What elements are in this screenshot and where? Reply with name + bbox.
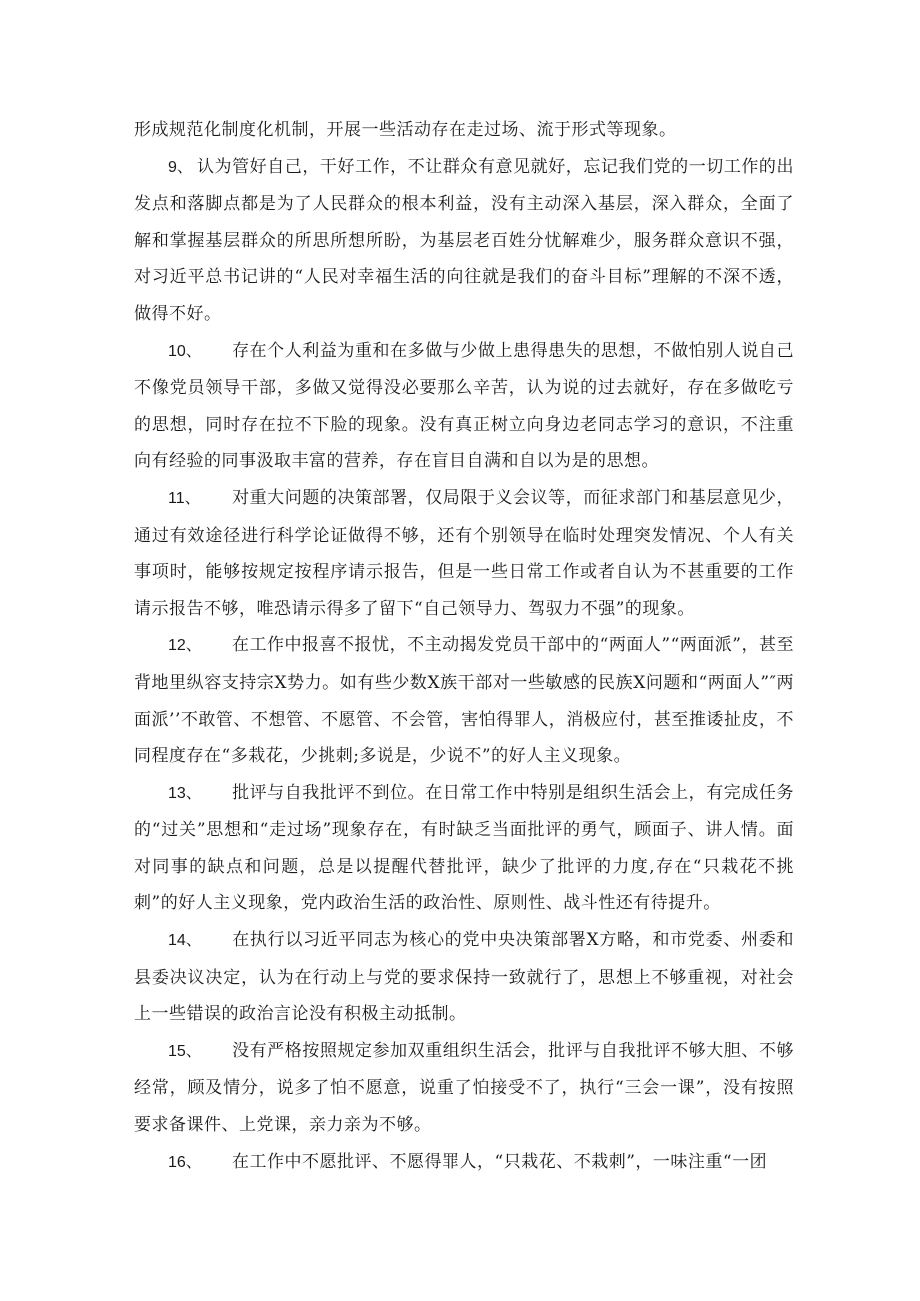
paragraph-11 [134, 480, 794, 627]
document-page [134, 112, 794, 1181]
paragraph-15 [134, 1033, 794, 1144]
paragraph-number: 9、 [168, 158, 193, 176]
paragraph-9 [134, 149, 794, 333]
paragraph-number: 11、 [168, 489, 201, 507]
paragraph-text: 认为管好自己，干好工作，不让群众有意见就好，忘记我们党的一切工作的出发点和落脚点都是为了人民群众的根本利益，没有主动深入基层，深入群众，全面了解和掌握基层群众的所思所想所盼，为基层老百姓分忧解难少，服务群众意识不强，对习近平总书记讲的“人民对幸福生活的向往就是我们的奋斗目标”理解的不深不透，做得不好。 [134, 156, 794, 324]
paragraph-number: 15、 [168, 1042, 202, 1060]
paragraph-text: 没有严格按照规定参加双重组织生活会，批评与自我批评不够大胆、不够经常，顾及情分，说多了怕不愿意，说重了怕接受不了，执行“三会一课”，没有按照要求备课件、上党课，亲力亲为不够。 [134, 1040, 794, 1136]
paragraph-10 [134, 333, 794, 480]
paragraph-14 [134, 922, 794, 1033]
paragraph-number: 16、 [168, 1153, 202, 1171]
paragraph-text: 批评与自我批评不到位。在日常工作中特别是组织生活会上，有完成任务的“过关”思想和“走过场”现象存在，有时缺乏当面批评的勇气，顾面子、讲人情。面对同事的缺点和问题，总是以提醒代替批评，缺少了批评的力度,存在“只栽花不挑刺”的好人主义现象，党内政治生活的政治性、原则性、战斗性还有待提升。 [134, 782, 794, 914]
paragraph-number: 13、 [168, 784, 202, 802]
paragraph-number: 10、 [168, 342, 202, 360]
paragraph-number: 14、 [168, 932, 202, 950]
paragraph-text: 存在个人利益为重和在多做与少做上患得患失的思想，不做怕别人说自己不像党员领导干部，多做又觉得没必要那么辛苦，认为说的过去就好，存在多做吃亏的思想，同时存在拉不下脸的现象。没有真正树立向身边老同志学习的意识，不注重向有经验的同事汲取丰富的营养，存在盲目自满和自以为是的思想。 [134, 340, 794, 472]
paragraph-text: 对重大问题的决策部署，仅局限于义会议等，而征求部门和基层意见少，通过有效途径进行科学论证做得不够，还有个别领导在临时处理突发情况、个人有关事项时，能够按规定按程序请示报告，但是一些日常工作或者自认为不甚重要的工作请示报告不够，唯恐请示得多了留下“自己领导力、驾驭力不强”的现象。 [134, 487, 794, 619]
paragraph-number: 12、 [168, 637, 202, 655]
paragraph-13 [134, 775, 794, 922]
paragraph-text: 在执行以习近平同志为核心的党中央决策部署X方略，和市党委、州委和县委决议决定，认为在行动上与党的要求保持一致就行了，思想上不够重视，对社会上一些错误的政治言论没有积极主动抵制。 [134, 930, 794, 1025]
paragraph-text: 在工作中不愿批评、不愿得罪人，“只栽花、不栽刺”，一味注重“一团 [232, 1151, 768, 1172]
paragraph-text: 在工作中报喜不报忧，不主动揭发党员干部中的“两面人”“两面派”，甚至背地里纵容支持宗X势力。如有些少数X族干部对一些敏感的民族X问题和“两面人”″两面派’’不敢管、不想管、不愿管、不会管，害怕得罪人，消极应付，甚至推诿扯皮，不同程度存在“多栽花，少挑刺;多说是，少说不”的好人主义现象。 [134, 635, 794, 767]
paragraph-continuation [134, 112, 794, 149]
paragraph-16 [134, 1144, 794, 1182]
paragraph-12 [134, 627, 794, 774]
paragraph-text: 形成规范化制度化机制，开展一些活动存在走过场、流于形式等现象。 [134, 120, 677, 140]
